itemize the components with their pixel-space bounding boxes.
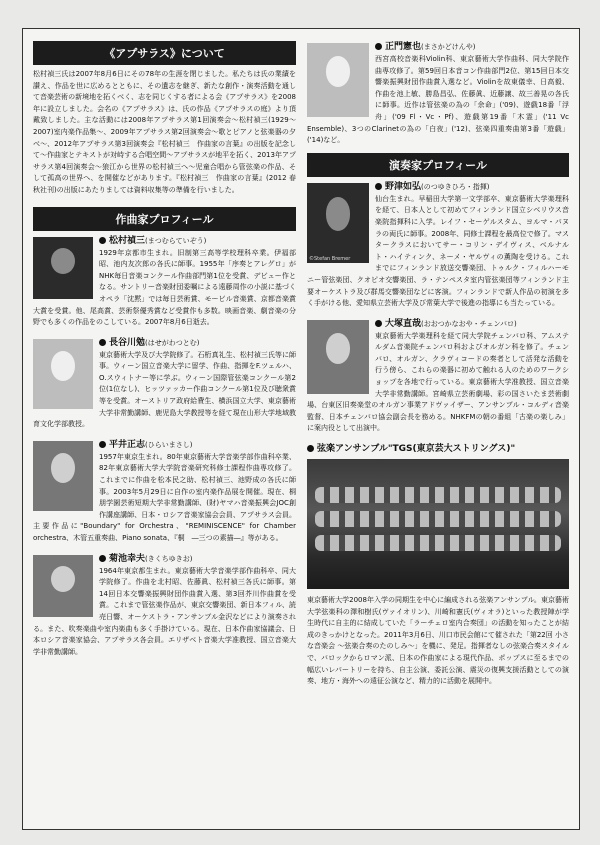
photo-credit: ©Stefan Bremer — [309, 255, 351, 262]
hirai-name: 平井正志(ひらいまさし) — [33, 439, 296, 451]
profile-matsumura — [33, 235, 296, 329]
apsaras-heading: 《アプサラス》について — [33, 41, 296, 65]
hirai-photo — [33, 441, 93, 511]
hasegawa-name: 長谷川勉(はせがわつとむ) — [33, 337, 296, 349]
ensemble-photo-row — [315, 535, 561, 551]
page-frame — [22, 28, 580, 830]
notsu-name: 野津如弘(のつゆきひろ・指揮) — [307, 181, 569, 193]
hirai-bio: 1957年東京生まれ。80年東京藝術大学音楽学部作曲科卒業、82年東京藝術大学大学院音楽研究科修士課程作曲専攻修了。これまでに作曲を松本民之助、松村禎三、池野成の各氏に師事。2003年5月29日に自作の室内楽作品展を開催。現在、桐朋学園芸術短期大学非常勤講師、(財)ヤマハ音楽振興会JOC創作講座講師、日本・ロシア音楽家協会会員、アプサラス会員。主要作品に"Boundary" for Orchestra、"REMINISCENCE" for Chamber orchestra、木管五重奏曲、Piano sonata、『桐 ―三つの素描―』等がある。 — [33, 452, 296, 542]
performer-section-heading: 演奏家プロフィール — [307, 153, 569, 177]
ensemble-photo — [307, 459, 569, 589]
tgs-name: 弦楽アンサンブル"TGS(東京芸大ストリングス)" — [307, 443, 569, 455]
masakado-name: 正門憲也(まさかどけんや) — [307, 41, 569, 53]
left-column — [33, 41, 296, 658]
otsuka-bio: 東京藝術大学楽理科を経て同大学院チェンバロ科、アムステルダム音楽院チェンバロ科およびオルガン科を修了。チェンバロ、オルガン、クラヴィコードの奏者として活発な活動を行う傍ら、これらの楽器に初めて触れる人のためのワークショップを各地で行っている。東京藝術大学准教授、国立音楽大学非常勤講師。宮崎県立芸術劇場、彩の国さいたま芸術劇場、台東区旧奏楽堂のオルガン事業アドヴァイザー、アンサンブル・コルディ音楽監督、日本チェンバロ協会副会長を務める。NHKFMの朝の番組「古楽の楽しみ」に案内役として出演中。 — [307, 331, 569, 433]
profile-notsu — [307, 181, 569, 310]
matsumura-photo — [33, 237, 93, 299]
bullet-icon — [99, 237, 106, 244]
composer-section-heading: 作曲家プロフィール — [33, 207, 296, 231]
otsuka-photo — [307, 320, 369, 394]
masakado-bio: 西宮高校音楽科Violin科、東京藝術大学作曲科、同大学院作曲専攻修了。第59回日本音コン作曲部門2位、第15回日本交響楽振興財団作曲賞入選など。Violinを故東儀幸、日高毅、作曲を池上敏、勝島昌弘、佐藤眞、近藤譲、故三善晃の各氏に師事。近作は管弦楽の為の「余命」('09)、遊戯18番「浮舟」('09 Fl・Vc・Pf)、遊戯第19番「木霊」('11 Vc Ensemble)、3つのClarinetの為の「白夜」('12)、弦楽四重奏曲第3番「遊戯」('14)など。 — [307, 55, 569, 145]
bullet-icon — [375, 43, 382, 50]
profile-otsuka — [307, 318, 569, 435]
right-column — [307, 41, 569, 688]
kikuchi-bio: 1964年東京都生まれ。東京藝術大学音楽学部作曲科卒、同大学院修了。作曲を北村昭、佐藤眞、松村禎三各氏に師事。第14回日本交響楽振興財団作曲賞入選、第3回芥川作曲賞を受賞。これまで管弦楽作品が、東京交響楽団、新日本フィル、読売日響、オーケストラ・アンサンブル金沢などにより演奏される。また、吹奏楽曲や室内楽曲も多く手掛けている。現在、日本作曲家協議会、日本ロシア音楽家協会、アプサラス各会員。エリザベト音楽大学准教授、国立音楽大学非常勤講師。 — [33, 566, 296, 656]
bullet-icon — [99, 555, 106, 562]
otsuka-name: 大塚直哉(おおつかなおや・チェンバロ) — [307, 318, 569, 330]
kikuchi-name: 菊池幸夫(きくちゆきお) — [33, 553, 296, 565]
bullet-icon — [375, 183, 382, 190]
notsu-bio: 仙台生まれ。早稲田大学第一文学部卒、東京藝術大学楽理科を経て、日本人として初めてフィンランド国立シベリウス音楽院指揮科に入学。レイフ・セーゲルスタム、ヨルマ・パヌラの両氏に師事。2008年、同修士課程を最高位で修了。マスタークラスにおいてサー・コリン・デイヴィス、ベルナルト・ハイティンク、ネーメ・ヤルヴィの薫陶を受ける。これまでにフィンランド放送交響楽団、トゥルク・フィルハーモニー管弦楽団、クオピオ交響楽団、ラ・テンペスタ室内管弦楽団等フィンランド主要オーケストラ及び群馬交響楽団などに客演。フィンランドで新人作品の初演を多く手がける他、愛知県立芸術大学及び常葉大学で後進の指導にも当たっている。 — [307, 194, 569, 308]
bullet-icon — [375, 320, 382, 327]
matsumura-name: 松村禎三(まつむらていぞう) — [33, 235, 296, 247]
profile-tgs — [307, 443, 569, 688]
tgs-bio: 東京藝術大学2008年入学の同期生を中心に編成される弦楽アンサンブル。東京藝術大学弦楽科の澤和樹氏(ヴァイオリン)、川崎和憲氏(ヴィオラ)といった教授陣が学生時代に自主的に結成していた「ラーチェロ室内合奏団」の活動を知ったことが結成のきっかけとなった。2011年3月6日、川口市民会館にて催された「第22回 小さな音楽会 〜弦楽合奏のたのしみ〜」を機に、発足。指揮者なしの弦楽合奏スタイルで、バロックからロマン派、日本の作曲家による現代作品、ポップスに至るまでの幅広いレパートリーを持ち、自主公演、委託公演、震災の復興支援活動としての演奏、地方・海外への遠征公演など、精力的に活動を展開中。 — [307, 596, 569, 686]
profile-hasegawa — [33, 337, 296, 431]
profile-kikuchi — [33, 553, 296, 659]
profile-hirai — [33, 439, 296, 545]
hasegawa-photo — [33, 339, 93, 409]
notsu-photo — [307, 183, 369, 263]
bullet-icon — [307, 445, 314, 452]
profile-masakado — [307, 41, 569, 147]
ensemble-photo-row — [315, 511, 561, 527]
ensemble-photo-row — [315, 487, 561, 503]
hasegawa-bio: 東京藝術大学及び大学院修了。石桁真礼生、松村禎三氏等に師事。ウィーン国立音楽大学に留学、作曲、指揮をF.ツェルハ、O.スウィトナー等に学ぶ。ウィーン国際管弦楽コンクール第2位(1位なし)、ヒッツァッカー作曲コンクール第1位及び聴衆賞等を受賞。オーストリア政府給費生、横浜国立大学、東京藝術大学非常勤講師、鹿児島大学教授等を経て現在山形大学地域教育文化学部教授。 — [33, 350, 296, 429]
matsumura-bio: 1929年京都市生まれ。旧制第三高等学校理科卒業。伊福部昭、池内友次郎の各氏に師事。1955年「序奏とアレグロ」がNHK毎日音楽コンクール作曲部門第1位を受賞、デビュー作となる。サントリー音楽財団委嘱による遠藤周作の小説に基づくオペラ「沈黙」では毎日芸術賞、モービル音楽賞、京都音楽賞大賞を受賞。他、尾高賞、芸術祭優秀賞など受賞作も多数。映画音楽、劇音楽の分野でも多くの作品をのこしている。2007年8月6日逝去。 — [33, 248, 296, 327]
kikuchi-photo — [33, 555, 93, 617]
bullet-icon — [99, 339, 106, 346]
apsaras-text: 松村禎三氏は2007年8月6日にその78年の生涯を閉じました。私たちは氏の業績を讃え、作品を世に広めるとともに、その遺志を継ぎ、新たな創作・演奏活動を通して音楽芸術の新境地を拓くべく、志を同じくする者による会《アプサラス》を2008年に設立しました。会名の《アプサラス》は、氏の作品《アプサラスの庭》より頂戴致しました。主な活動には2008年アプサラス第1回演奏会〜松村禎三(1929〜2007)室内楽作品集〜、2009年アプサラス第2回演奏会〜歌とピアノと弦楽器の夕べ〜、2012年アプサラス第3回演奏会『松村禎三 作曲家の言葉』の出版を記念して〜作曲家とテキストが対峙する合唱空間〜アプサラスが地平を拓く、2013年アプサラス第4回演奏会〜狼江から世界の松村禎三へ〜児童合唱から管弦楽の作品、そして孤高の世界へ、を開催などがあります。『松村禎三 作曲家の言葉』(2012 春秋社刊)の出版にあたりましては資料収集等の準備を行いました。 — [33, 70, 296, 194]
bullet-icon — [99, 441, 106, 448]
masakado-photo — [307, 43, 369, 117]
